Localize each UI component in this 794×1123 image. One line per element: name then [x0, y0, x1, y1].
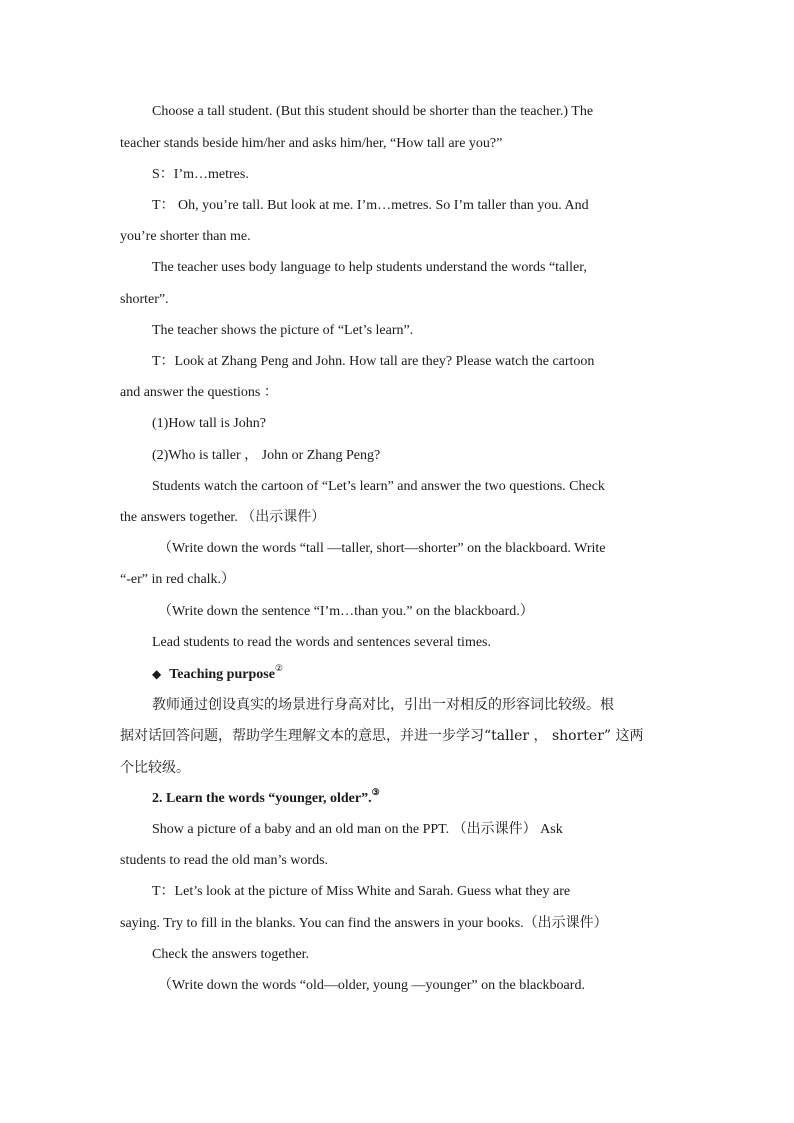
- text-line: (2)Who is taller ， John or Zhang Peng?: [152, 448, 381, 463]
- teaching-purpose-heading: [152, 664, 283, 685]
- text-line: and answer the questions ：: [120, 385, 278, 400]
- text-line: the answers together. （出示课件）: [120, 510, 326, 525]
- text-line: Choose a tall student. (But this student should be shorter than the teacher.) The: [152, 104, 594, 119]
- text-line: （Write down the words “tall —taller, short—shorter” on the blackboard. Write: [158, 541, 606, 556]
- text-line: teacher stands beside him/her and asks him/her, “How tall are you?”: [120, 136, 503, 151]
- text-line: The teacher shows the picture of “Let’s learn”.: [152, 323, 414, 338]
- text-line: shorter”.: [120, 292, 169, 307]
- text-line: Students watch the cartoon of “Let’s learn” and answer the two questions. Check: [152, 479, 605, 494]
- purpose-text-line: 教师通过创设真实的场景进行身高对比，引出一对相反的形容词比较级。根: [152, 697, 614, 713]
- text-line: S：I’m…metres.: [152, 167, 249, 182]
- text-line: （Write down the words “old—older, young —younger” on the blackboard.: [158, 978, 585, 993]
- text-line: “-er” in red chalk.）: [120, 572, 236, 587]
- teaching-purpose-label: Teaching purpose: [169, 667, 275, 682]
- section-heading: [152, 789, 380, 809]
- text-line: The teacher uses body language to help students understand the words “taller,: [152, 260, 587, 275]
- footnote-marker: ②: [274, 663, 283, 673]
- text-line: Lead students to read the words and sentences several times.: [152, 635, 492, 650]
- text-line: Check the answers together.: [152, 947, 310, 962]
- text-line: T： Oh, you’re tall. But look at me. I’m…metres. So I’m taller than you. And: [152, 198, 589, 213]
- text-line: Show a picture of a baby and an old man on the PPT. （出示课件） Ask: [152, 822, 563, 837]
- text-line: （Write down the sentence “I’m…than you.” on the blackboard.）: [158, 604, 534, 619]
- text-line: students to read the old man’s words.: [120, 853, 329, 868]
- text-line: T：Let’s look at the picture of Miss White and Sarah. Guess what they are: [152, 884, 571, 899]
- purpose-text-line: 据对话回答问题，帮助学生理解文本的意思，并进一步学习“taller ， shorter” 这两: [120, 728, 644, 744]
- diamond-bullet-icon: ◆: [152, 667, 162, 681]
- text-line: (1)How tall is John?: [152, 416, 266, 431]
- purpose-text-line: 个比较级。: [120, 760, 190, 776]
- text-line: T：Look at Zhang Peng and John. How tall are they? Please watch the cartoon: [152, 354, 595, 369]
- text-line: you’re shorter than me.: [120, 229, 251, 244]
- footnote-marker: ③: [371, 787, 380, 797]
- text-line: saying. Try to fill in the blanks. You can find the answers in your books.（出示课件）: [120, 916, 608, 931]
- section-heading-label: 2. Learn the words “younger, older”.: [152, 791, 372, 806]
